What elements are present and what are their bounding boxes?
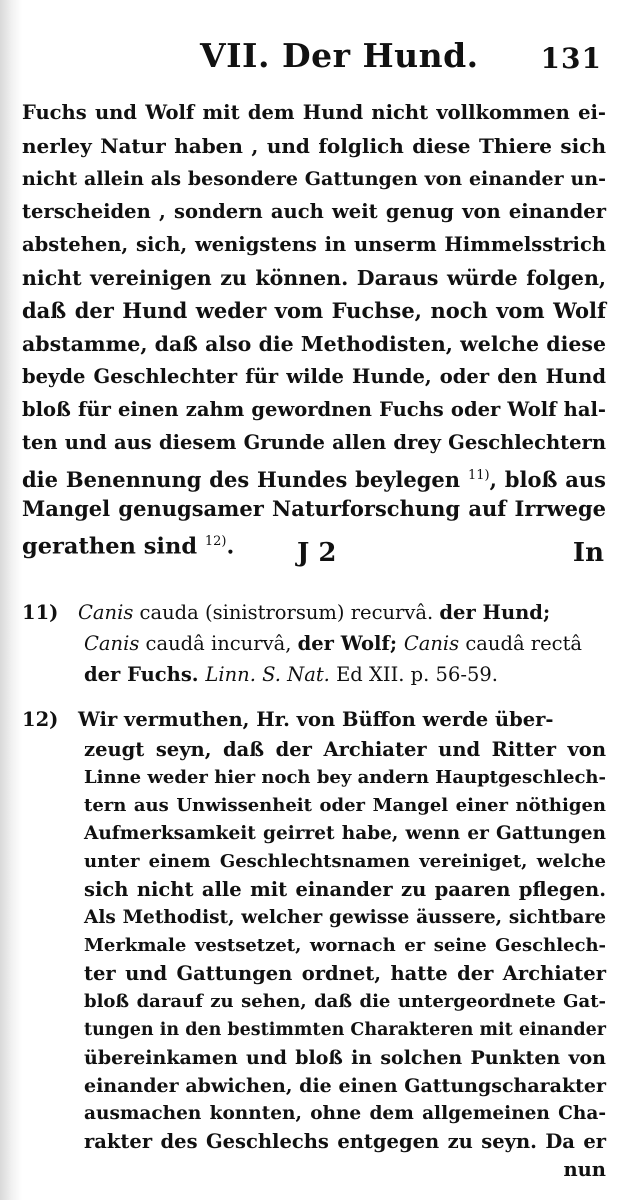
footnote-12-line: einander abwichen, die einen Gattungscharakter bbox=[84, 1075, 606, 1097]
body-text: die Benennung des Hundes beylegen bbox=[22, 467, 461, 492]
latin-text: Canis bbox=[403, 632, 460, 655]
footnote-12 bbox=[22, 706, 606, 734]
body-text: , bloß aus bbox=[489, 467, 606, 492]
chapter-title: VII. Der Hund. bbox=[200, 36, 479, 75]
page-number: 131 bbox=[540, 42, 602, 75]
footnote-12-line: Aufmerksamkeit geirret habe, wenn er Gattungen bbox=[84, 823, 606, 844]
body-line: bloß für einen zahm gewordnen Fuchs oder Wolf hal- bbox=[22, 398, 606, 421]
footnote-number: 12) bbox=[22, 708, 59, 731]
latin-text: caudâ incurvâ, bbox=[139, 632, 298, 655]
footnote-12-line: rakter des Geschlechs entgegen zu seyn. Da er bbox=[84, 1130, 606, 1153]
scan-edge-shadow bbox=[0, 0, 22, 1200]
body-line: abstamme, daß also die Methodisten, welche diese bbox=[22, 332, 606, 356]
footnote-11-line bbox=[84, 630, 606, 658]
footnote-12-line: Merkmale vestsetzet, wornach er seine Geschlech- bbox=[84, 935, 606, 956]
body-line: daß der Hund weder vom Fuchse, noch vom Wolf bbox=[22, 298, 606, 323]
gothic-text: der Fuchs. bbox=[84, 663, 206, 686]
body-line: nicht vereinigen zu können. Daraus würde folgen, bbox=[22, 266, 606, 290]
footnote-12-line: Linne weder hier noch bey andern Hauptgeschlech- bbox=[84, 767, 606, 788]
body-line: beyde Geschlechter für wilde Hunde, oder den Hund bbox=[22, 365, 606, 388]
body-line: abstehen, sich, wenigstens in unserm Himmelsstrich bbox=[22, 233, 606, 256]
footnote-ref-11[interactable]: 11) bbox=[467, 468, 490, 483]
body-line bbox=[22, 527, 234, 562]
body-line: Fuchs und Wolf mit dem Hund nicht vollkommen ei- bbox=[22, 101, 606, 124]
footnote-12-line: tern aus Unwissenheit oder Mangel einer nöthigen bbox=[84, 795, 606, 816]
latin-text: Canis bbox=[78, 601, 134, 624]
footnote-12-line: ter und Gattungen ordnet, hatte der Archiater bbox=[84, 962, 606, 985]
body-line: Mangel genugsamer Naturforschung auf Irrwege bbox=[22, 496, 606, 521]
body-text: . bbox=[226, 533, 235, 560]
latin-text: cauda (sinistrorsum) recurvâ. bbox=[133, 601, 440, 624]
running-head bbox=[0, 30, 632, 76]
footnote-11-line bbox=[84, 661, 606, 689]
catchword: In bbox=[572, 538, 604, 568]
citation: Linn. S. Nat. bbox=[205, 663, 330, 686]
footnote-text: Wir vermuthen, Hr. von Büffon werde über- bbox=[78, 708, 554, 731]
body-line: nicht allein als besondere Gattungen von einander un- bbox=[22, 168, 606, 190]
footnote-12-line: tungen in den bestimmten Charakteren mit einander bbox=[84, 1020, 606, 1040]
body-line: terscheiden , sondern auch weit genug von einander bbox=[22, 200, 606, 223]
footnote-12-line: unter einem Geschlechtsnamen vereiniget, welche bbox=[84, 851, 606, 872]
citation: Ed XII. p. 56-59. bbox=[329, 663, 498, 686]
footnote-catchword: nun bbox=[563, 1158, 606, 1181]
signature-mark: J 2 bbox=[297, 538, 337, 568]
body-line: nerley Natur haben , und folglich diese Thiere sich bbox=[22, 134, 606, 158]
body-line bbox=[22, 461, 606, 495]
latin-text: caudâ rectâ bbox=[459, 632, 583, 655]
footnote-12-line: bloß darauf zu sehen, daß die untergeordnete Gat- bbox=[84, 991, 606, 1012]
footnote-12-line: Als Methodist, welcher gewisse äussere, sichtbare bbox=[84, 907, 606, 928]
footnote-12-line: übereinkamen und bloß in solchen Punkten von bbox=[84, 1047, 606, 1069]
gothic-text: der Wolf; bbox=[297, 632, 404, 655]
footnote-ref-12[interactable]: 12) bbox=[204, 534, 227, 549]
footnote-11 bbox=[22, 599, 606, 627]
body-line: ten und aus diesem Grunde allen drey Geschlechtern bbox=[22, 431, 606, 454]
footnote-12-line: zeugt seyn, daß der Archiater und Ritter von bbox=[84, 738, 606, 761]
footnote-12-line: ausmachen konnten, ohne dem allgemeinen Cha- bbox=[84, 1103, 606, 1124]
footnote-12-line: sich nicht alle mit einander zu paaren pflegen. bbox=[84, 878, 606, 901]
footnote-number: 11) bbox=[22, 601, 59, 624]
body-text: gerathen sind bbox=[22, 533, 198, 560]
gothic-text: der Hund; bbox=[439, 601, 551, 624]
latin-text: Canis bbox=[84, 632, 140, 655]
